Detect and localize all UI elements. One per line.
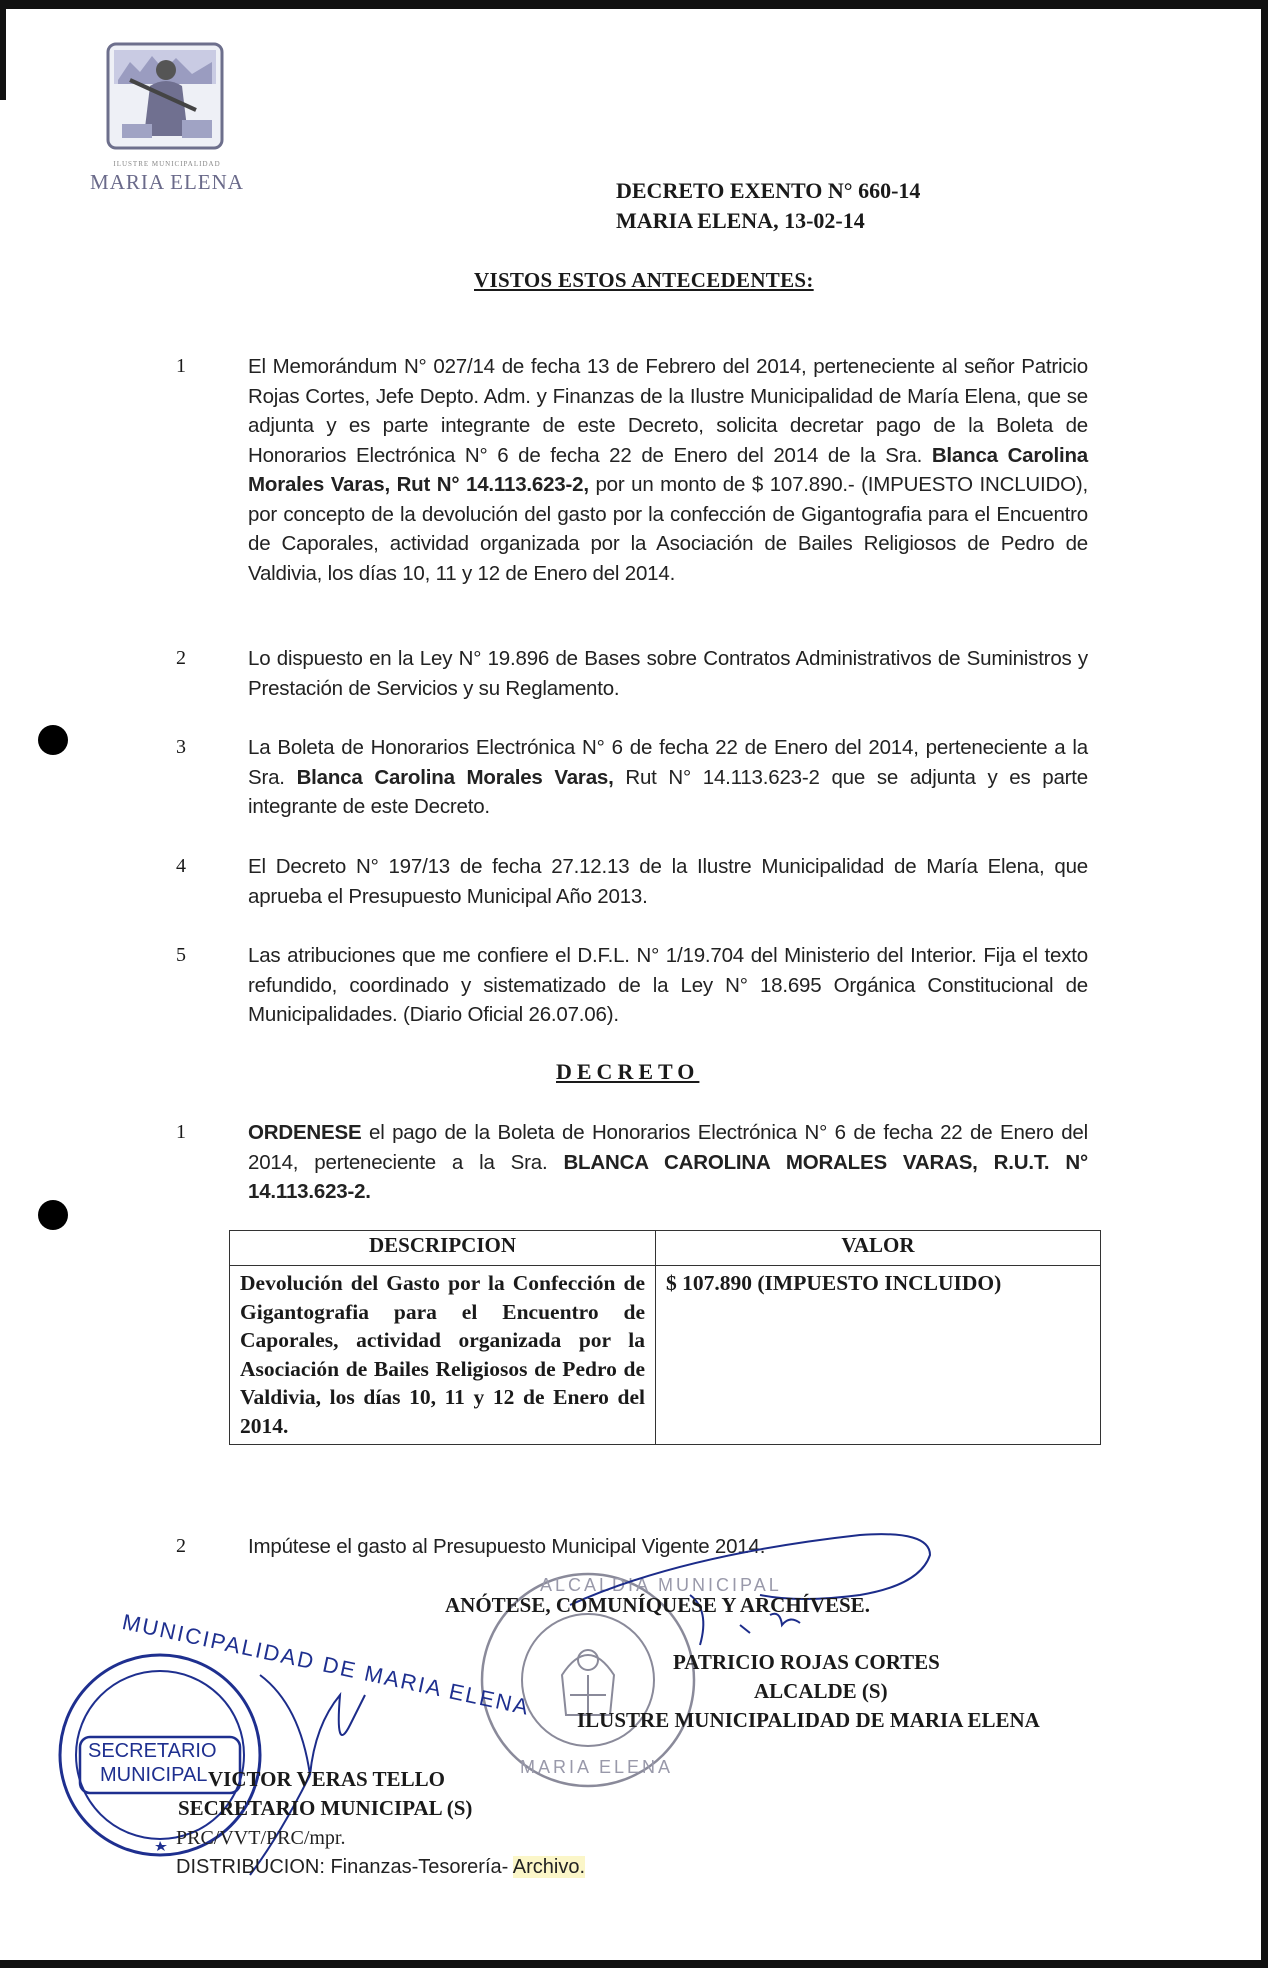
table-header-description: DESCRIPCION (230, 1231, 656, 1266)
secretary-stamp-inner-1: SECRETARIO (88, 1740, 217, 1762)
secretary-stamp-inner-2: MUNICIPAL (100, 1764, 208, 1786)
vistos-item-text-part: Rut N° 14.113.623-2 que se adjunta y es parte integrante de este Decreto. (248, 765, 1088, 818)
closing-formula: ANÓTESE, COMUNÍQUESE Y ARCHÍVESE. (445, 1593, 870, 1617)
scan-border-right (1261, 0, 1268, 1968)
vistos-item-text-part: por un monto de $ 107.890.- (IMPUESTO INCLUIDO), por concepto de la devolución del gasto por la confección de Gigantografia para el Encuentro de Caporales, actividad organizada por la Asociación de Bailes Religiosos de Pedro de Valdivia, los días 10, 11 y 12 de Enero del 2014. (248, 473, 1089, 585)
decreto-item-bold: BLANCA CAROLINA MORALES VARAS, R.U.T. N° 14.113.623-2. (248, 1150, 1088, 1203)
vistos-item-number: 4 (176, 855, 186, 877)
scan-border-bottom (0, 1960, 1268, 1968)
payment-table (229, 1230, 1101, 1445)
table-cell-description: Devolución del Gasto por la Confección de Gigantografia para el Encuentro de Caporales, actividad organizada por la Asociación de Bailes Religiosos de Pedro de Valdivia, los días 10, 11 y 12 de Enero del 2014. (230, 1266, 656, 1445)
hole-punch-mark (38, 725, 68, 755)
vistos-item-text (248, 352, 1088, 588)
vistos-item-text (248, 733, 1088, 822)
hole-punch-mark (38, 1200, 68, 1230)
distribution-archive: Archivo. (512, 1856, 585, 1878)
vistos-item-text-part: El Memorándum N° 027/14 de fecha 13 de Febrero del 2014, perteneciente al señor Patricio Rojas Cortes, Jefe Depto. Adm. y Finanzas de la Ilustre Municipalidad de María Elena, que se adjunta y es parte integrante de este Decreto, solicita decretar pago de la Boleta de Honorarios Electrónica N° 6 de fecha 22 de Enero del 2014 de la Sra. (248, 355, 1088, 467)
vistos-title: VISTOS ESTOS ANTECEDENTES: (474, 268, 814, 292)
decreto-item-text-part: el pago de la Boleta de Honorarios Electrónica N° 6 de fecha 22 de Enero del 2014, perteneciente a la Sra. (248, 1121, 1088, 1174)
secretary-title: SECRETARIO MUNICIPAL (S) (178, 1796, 473, 1820)
decree-number: DECRETO EXENTO N° 660-14 (616, 178, 921, 203)
decreto-item-text (248, 1118, 1088, 1207)
scan-border-top (0, 0, 1268, 9)
mayor-stamp-text-top: ALCALDIA MUNICIPAL (540, 1575, 782, 1595)
mayor-name: PATRICIO ROJAS CORTES (673, 1650, 940, 1674)
decreto-title: DECRETO (556, 1059, 700, 1084)
vistos-item-number: 3 (176, 736, 186, 758)
distribution-label: DISTRIBUCION: (176, 1856, 331, 1878)
table-header-value: VALOR (656, 1231, 1101, 1266)
decreto-item-text: Impútese el gasto al Presupuesto Municipal Vigente 2014. (248, 1535, 766, 1558)
mayor-signature (560, 1515, 960, 1655)
mayor-stamp-text-bottom: MARIA ELENA (520, 1757, 674, 1777)
vistos-item-text: Lo dispuesto en la Ley N° 19.896 de Bases sobre Contratos Administrativos de Suministros y Prestación de Servicios y su Reglamento. (248, 647, 1088, 700)
table-header-row (230, 1231, 1101, 1266)
vistos-item-text-part: La Boleta de Honorarios Electrónica N° 6 de fecha 22 de Enero del 2014, perteneciente a la Sra. (248, 736, 1088, 789)
decreto-item-bold: ORDENESE (248, 1121, 362, 1144)
scan-border-left (0, 0, 6, 100)
initials-line: PRC/VVT/PRC/mpr. (176, 1827, 346, 1849)
secretary-stamp-text-top: MUNICIPALIDAD DE MARIA ELENA (120, 1609, 533, 1721)
vistos-item-bold: Blanca Carolina Morales Varas, (296, 765, 614, 789)
vistos-item-number: 1 (176, 355, 186, 377)
vistos-item-number: 2 (176, 647, 186, 669)
mayor-organization: ILUSTRE MUNICIPALIDAD DE MARIA ELENA (577, 1708, 1040, 1732)
place-date: MARIA ELENA, 13-02-14 (616, 208, 865, 233)
decreto-item-number: 1 (176, 1121, 186, 1143)
municipality-name: MARIA ELENA (90, 170, 244, 194)
vistos-item-number: 5 (176, 944, 186, 966)
table-row (230, 1266, 1101, 1445)
municipal-logo-icon (100, 40, 230, 155)
distribution-line (176, 1856, 585, 1879)
vistos-item-text: Las atribuciones que me confiere el D.F.L. N° 1/19.704 del Ministerio del Interior. Fija el texto refundido, coordinado y sistematizado de la Ley N° 18.695 Orgánica Constitucional de Municipalidades. (Diario Oficial 26.07.06). (248, 944, 1088, 1026)
table-cell-value: $ 107.890 (IMPUESTO INCLUIDO) (656, 1266, 1101, 1445)
distribution-list: Finanzas-Tesorería- (330, 1856, 513, 1878)
secretary-name: VICTOR VERAS TELLO (208, 1767, 445, 1791)
vistos-item-text: El Decreto N° 197/13 de fecha 27.12.13 de la Ilustre Municipalidad de María Elena, que aprueba el Presupuesto Municipal Año 2013. (248, 855, 1088, 908)
vistos-item-bold: Blanca Carolina Morales Varas, Rut N° 14.113.623-2, (248, 443, 1088, 496)
decreto-item-number: 2 (176, 1535, 186, 1557)
mayor-title: ALCALDE (S) (754, 1679, 888, 1703)
municipality-small-label: ILUSTRE MUNICIPALIDAD (113, 160, 221, 168)
